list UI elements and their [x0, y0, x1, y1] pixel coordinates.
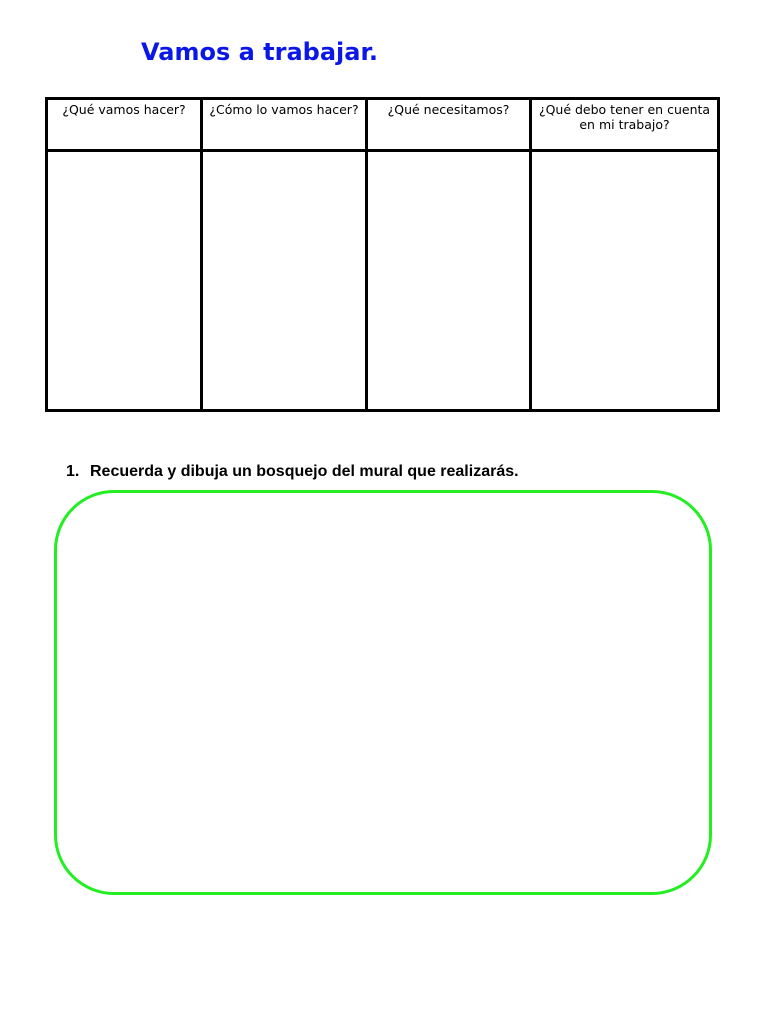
page-title: Vamos a trabajar.	[141, 38, 378, 66]
header-que-necesitamos: ¿Qué necesitamos?	[367, 99, 531, 151]
activity-instruction	[66, 462, 519, 482]
activity-text: Recuerda y dibuja un bosquejo del mural que realizarás.	[90, 463, 519, 480]
answer-cell-como-lo-vamos-hacer[interactable]	[202, 151, 367, 411]
header-como-lo-vamos-hacer: ¿Cómo lo vamos hacer?	[202, 99, 367, 151]
answer-cell-que-necesitamos[interactable]	[367, 151, 531, 411]
answer-cell-que-vamos-hacer[interactable]	[47, 151, 202, 411]
planning-table	[45, 97, 720, 412]
table-row	[47, 151, 719, 411]
activity-number: 1.	[66, 463, 80, 480]
answer-cell-que-debo-tener-en-cuenta[interactable]	[531, 151, 719, 411]
header-que-debo-tener-en-cuenta: ¿Qué debo tener en cuenta en mi trabajo?	[531, 99, 719, 151]
sketch-drawing-area[interactable]	[54, 490, 712, 895]
table-header-row	[47, 99, 719, 151]
header-que-vamos-hacer: ¿Qué vamos hacer?	[47, 99, 202, 151]
